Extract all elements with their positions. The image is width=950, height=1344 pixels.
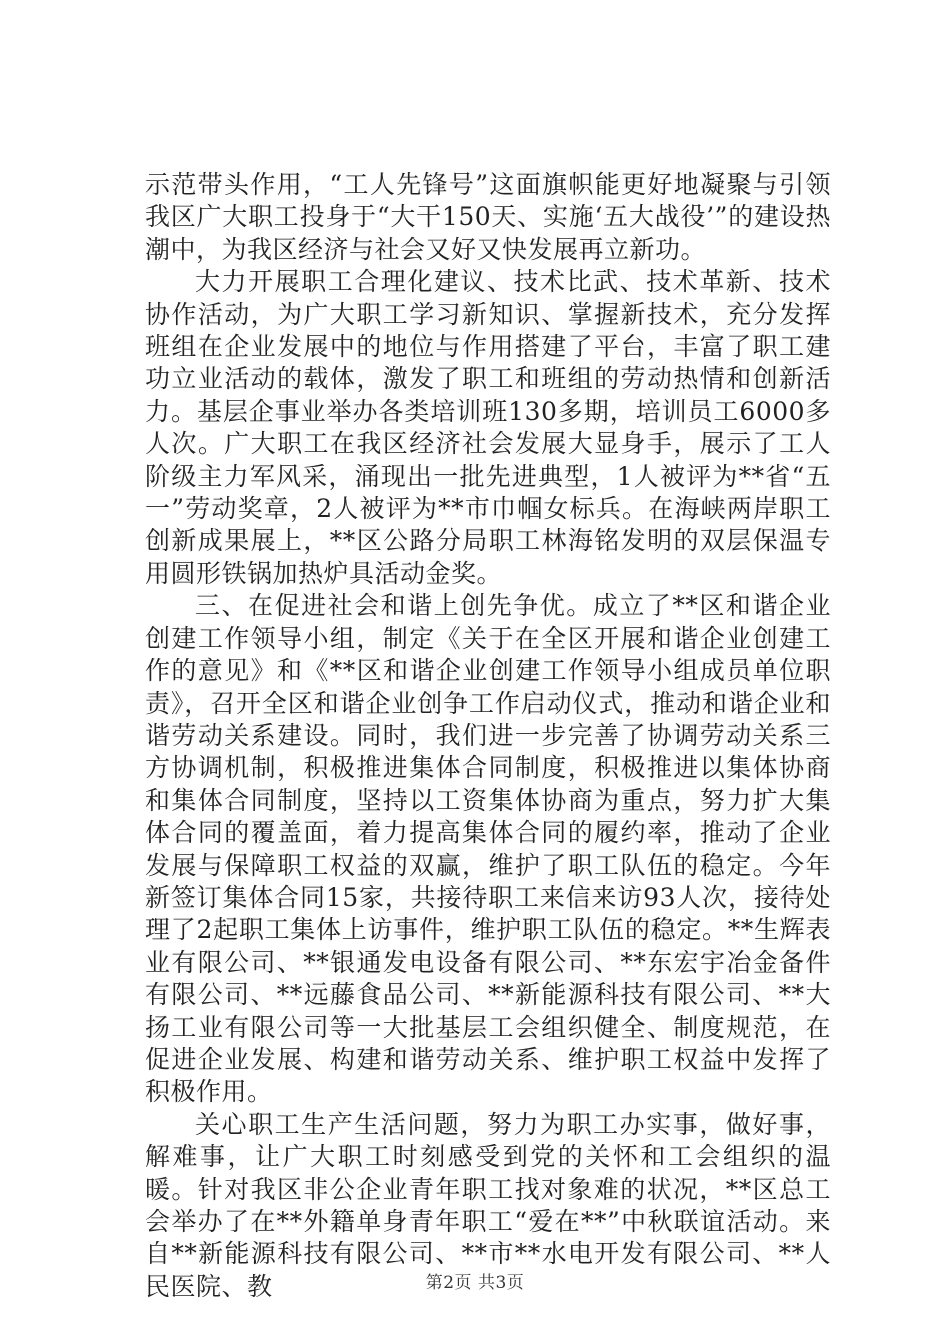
paragraph-innovation: 大力开展职工合理化建议、技术比武、技术革新、技术协作活动，为广大职工学习新知识、掌握新技术，充分发挥班组在企业发展中的地位与作用搭建了平台，丰富了职工建功立业活动的载体，激发了职工和班组的劳动热情和创新活力。基层企事业举办各类培训班130多期，培训员工6000多人次。广大职工在我区经济社会发展大显身手，展示了工人阶级主力军风采，涌现出一批先进典型，1人被评为**省“五一”劳动奖章，2人被评为**市巾帼女标兵。在海峡两岸职工创新成果展上，**区公路分局职工林海铭发明的双层保温专用圆形铁锅加热炉具活动金奖。 xyxy=(145,267,831,588)
document-body xyxy=(145,169,831,1303)
paragraph-continuation: 示范带头作用，“工人先锋号”这面旗帜能更好地凝聚与引领我区广大职工投身于“大干150天、实施‘五大战役’”的建设热潮中，为我区经济与社会又好又快发展再立新功。 xyxy=(145,170,831,264)
paragraph-care: 关心职工生产生活问题，努力为职工办实事，做好事，解难事，让广大职工时刻感受到党的关怀和工会组织的温暖。针对我区非公企业青年职工找对象难的状况，**区总工会举办了在**外籍单身青年职工“爱在**”中秋联谊活动。来自**新能源科技有限公司、**市**水电开发有限公司、**人民医院、教 xyxy=(145,1109,831,1301)
page-number: 第2页 共3页 xyxy=(425,1273,525,1293)
paragraph-harmony: 三、在促进社会和谐上创先争优。成立了**区和谐企业创建工作领导小组，制定《关于在全区开展和谐企业创建工作的意见》和《**区和谐企业创建工作领导小组成员单位职责》，召开全区和谐企业创争工作启动仪式，推动和谐企业和谐劳动关系建设。同时，我们进一步完善了协调劳动关系三方协调机制，积极推进集体合同制度，积极推进以集体协商和集体合同制度，坚持以工资集体协商为重点，努力扩大集体合同的覆盖面，着力提高集体合同的履约率，推动了企业发展与保障职工权益的双赢，维护了职工队伍的稳定。今年新签订集体合同15家，共接待职工来信来访93人次，接待处理了2起职工集体上访事件，维护职工队伍的稳定。**生辉表业有限公司、**银通发电设备有限公司、**东宏宇冶金备件有限公司、**远藤食品公司、**新能源科技有限公司、**大扬工业有限公司等一大批基层工会组织健全、制度规范，在促进企业发展、构建和谐劳动关系、维护职工权益中发挥了积极作用。 xyxy=(145,591,831,1107)
